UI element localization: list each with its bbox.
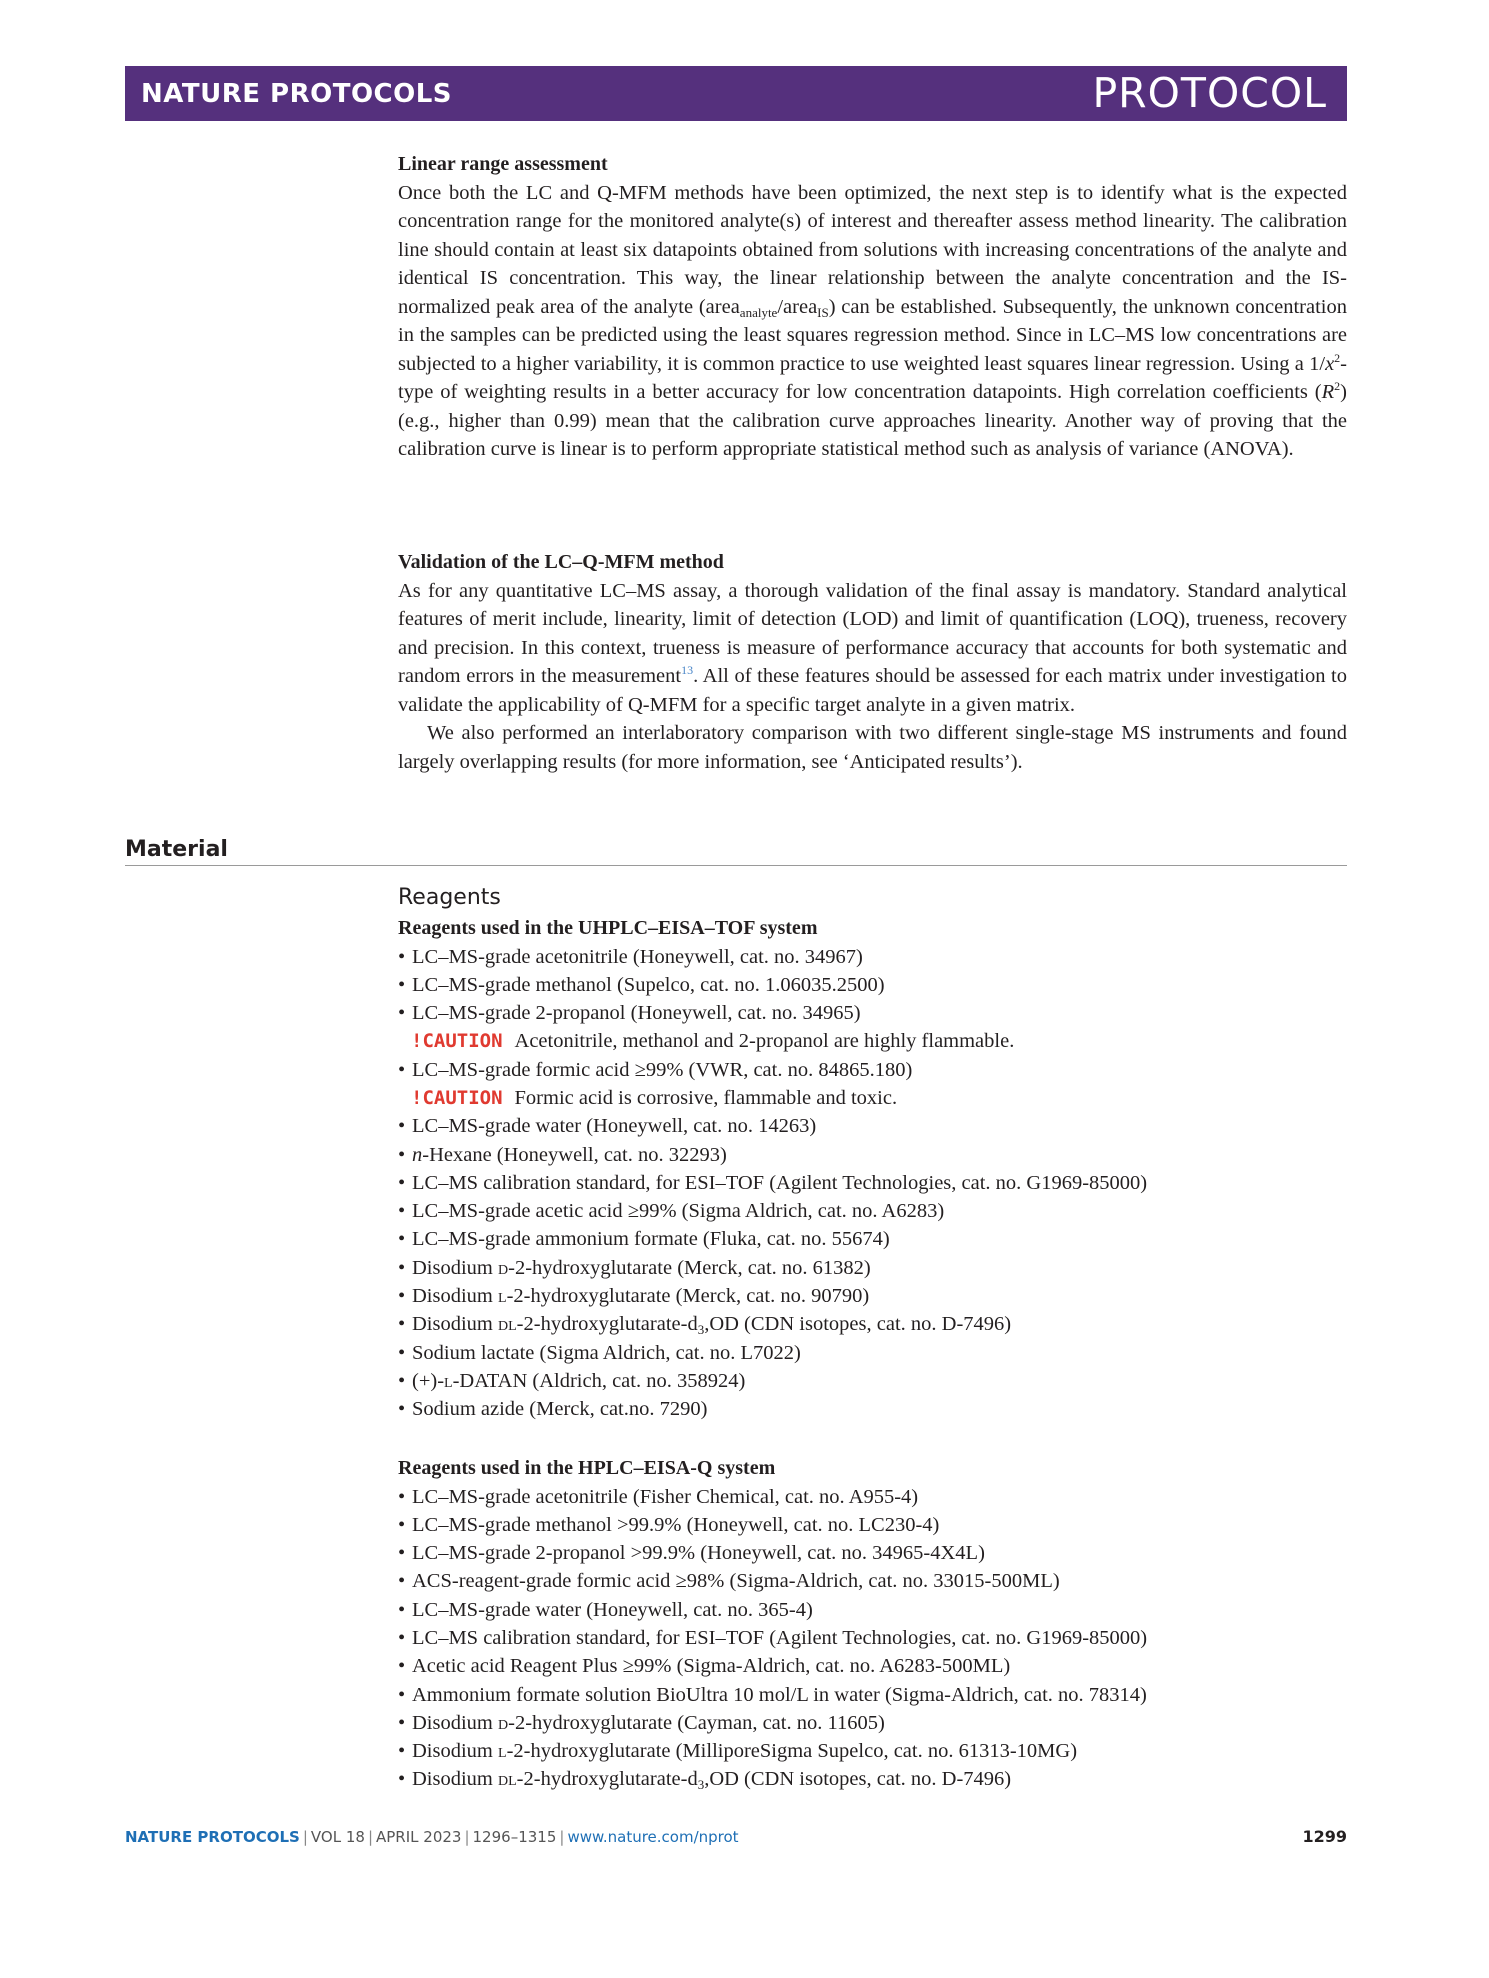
- list-item: • Sodium lactate (Sigma Aldrich, cat. no. L7022): [398, 1339, 1347, 1367]
- list-item: • Disodium d-2-hydroxyglutarate (Cayman, cat. no. 11605): [398, 1709, 1347, 1737]
- hplc-reagents-heading: Reagents used in the HPLC–EISA-Q system: [398, 1457, 776, 1479]
- list-item: • ACS-reagent-grade formic acid ≥98% (Sigma-Aldrich, cat. no. 33015-500ML): [398, 1567, 1347, 1595]
- list-item: • LC–MS-grade acetonitrile (Fisher Chemical, cat. no. A955-4): [398, 1483, 1347, 1511]
- uhplc-reagents-heading: Reagents used in the UHPLC–EISA–TOF system: [398, 917, 818, 939]
- list-item: • LC–MS-grade 2-propanol (Honeywell, cat. no. 34965): [398, 999, 1347, 1027]
- validation-section: [398, 548, 1347, 776]
- list-item: • Disodium l-2-hydroxyglutarate (MilliporeSigma Supelco, cat. no. 61313-10MG): [398, 1737, 1347, 1765]
- section-heading-validation: Validation of the LC–Q-MFM method: [398, 551, 724, 573]
- journal-header-bar: [125, 66, 1347, 121]
- footer-pages: 1296–1315: [472, 1828, 557, 1846]
- list-item: • Acetic acid Reagent Plus ≥99% (Sigma-Aldrich, cat. no. A6283-500ML): [398, 1652, 1347, 1680]
- article-type: PROTOCOL: [1092, 69, 1327, 117]
- caution-note: !CAUTION Acetonitrile, methanol and 2-propanol are highly flammable.: [411, 1030, 1015, 1053]
- section-divider: [125, 865, 1347, 866]
- list-item: • LC–MS-grade 2-propanol >99.9% (Honeywell, cat. no. 34965-4X4L): [398, 1539, 1347, 1567]
- list-item: • Disodium $dl-2-hydroxyglutarate-d_3,OD$ (CDN isotopes, cat. no. D-7496): [398, 1765, 1347, 1793]
- page-number: 1299: [1302, 1827, 1347, 1846]
- caution-label: !CAUTION: [411, 1086, 503, 1109]
- list-item: • n-Hexane (Honeywell, cat. no. 32293): [398, 1141, 1347, 1169]
- uhplc-reagents-section: [398, 914, 1347, 1424]
- footer-date: APRIL 2023: [376, 1828, 462, 1846]
- footer-url-link[interactable]: www.nature.com/nprot: [567, 1828, 739, 1846]
- reference-link[interactable]: 13: [681, 663, 694, 677]
- hplc-reagents-list: [398, 1483, 1347, 1794]
- list-item: • Disodium $dl-2-hydroxyglutarate-d_3,OD$ (CDN isotopes, cat. no. D-7496): [398, 1310, 1347, 1338]
- list-item: • LC–MS-grade acetonitrile (Honeywell, cat. no. 34967): [398, 943, 1347, 971]
- material-section-label: Material: [125, 837, 228, 862]
- list-item: • LC–MS-grade acetic acid ≥99% (Sigma Aldrich, cat. no. A6283): [398, 1197, 1347, 1225]
- list-item: • LC–MS-grade water (Honeywell, cat. no. 14263): [398, 1112, 1347, 1140]
- uhplc-reagents-list: [398, 943, 1347, 1424]
- caution-label: !CAUTION: [411, 1030, 503, 1053]
- list-item: • LC–MS-grade ammonium formate (Fluka, cat. no. 55674): [398, 1225, 1347, 1253]
- list-item: • LC–MS-grade water (Honeywell, cat. no. 365-4): [398, 1596, 1347, 1624]
- journal-name: NATURE PROTOCOLS: [141, 79, 453, 109]
- list-item: • Ammonium formate solution BioUltra 10 mol/L in water (Sigma-Aldrich, cat. no. 78314): [398, 1681, 1347, 1709]
- list-item: • Sodium azide (Merck, cat.no. 7290): [398, 1395, 1347, 1423]
- validation-paragraph-2: We also performed an interlaboratory comparison with two different single-stage MS instruments and found largely overlapping results (for more information, see ‘Anticipated results’).: [398, 722, 1347, 773]
- footer-journal: NATURE PROTOCOLS: [125, 1828, 300, 1846]
- list-item: • Disodium d-2-hydroxyglutarate (Merck, cat. no. 61382): [398, 1254, 1347, 1282]
- list-item: • LC–MS-grade methanol (Supelco, cat. no. 1.06035.2500): [398, 971, 1347, 999]
- hplc-reagents-section: [398, 1454, 1347, 1794]
- list-item: • Disodium l-2-hydroxyglutarate (Merck, cat. no. 90790): [398, 1282, 1347, 1310]
- linear-range-paragraph: Once both the LC and Q-MFM methods have been optimized, the next step is to identify what is the expected concentration range for the monitored analyte(s) of interest and thereafter assess method linearity. The calibration line should contain at least six datapoints obtained from solutions with increasing concentrations of the analyte and identical IS concentration. This way, the linear relationship between the analyte concentration and the IS-normalized peak area of the analyte (area$_{analyte}$/area$_{IS}$) can be established. Subsequently, the unknown concentration in the samples can be predicted using the least squares regression method. Since in LC–MS low concentrations are subjected to a higher variability, it is common practice to use weighted least squares linear regression. Using a $1/x^2$-type of weighting results in a better accuracy for low concentration datapoints. High correlation coefficients $(R^2)$ (e.g., higher than 0.99) mean that the calibration curve approaches linearity. Another way of proving that the calibration curve is linear is to perform appropriate statistical method such as analysis of variance (ANOVA).: [398, 181, 1347, 460]
- list-item: • (+)-l-DATAN (Aldrich, cat. no. 358924): [398, 1367, 1347, 1395]
- section-heading-linear-range: Linear range assessment: [398, 153, 608, 175]
- list-item: • LC–MS calibration standard, for ESI–TOF (Agilent Technologies, cat. no. G1969-85000): [398, 1624, 1347, 1652]
- list-item: • LC–MS calibration standard, for ESI–TOF (Agilent Technologies, cat. no. G1969-85000): [398, 1169, 1347, 1197]
- linear-range-section: [398, 150, 1347, 464]
- validation-paragraph: As for any quantitative LC–MS assay, a thorough validation of the final assay is mandatory. Standard analytical features of merit include, linearity, limit of detection (LOD) and limit of quantification (LOQ), trueness, recovery and precision. In this context, trueness is measure of performance accuracy that accounts for both systematic and random errors in the measurement$^{13}$. All of these features should be assessed for each matrix under investigation to validate the applicability of Q-MFM for a specific target analyte in a given matrix.: [398, 579, 1347, 716]
- reagents-title: Reagents: [398, 885, 501, 910]
- caution-note: !CAUTION Formic acid is corrosive, flammable and toxic.: [411, 1086, 898, 1109]
- footer-volume: VOL 18: [310, 1828, 365, 1846]
- list-item: • LC–MS-grade formic acid ≥99% (VWR, cat. no. 84865.180): [398, 1056, 1347, 1084]
- page-footer: NATURE PROTOCOLS | VOL 18 | APRIL 2023 | 1296–1315 | www.nature.com/nprot 1299: [125, 1827, 1347, 1846]
- list-item: • LC–MS-grade methanol >99.9% (Honeywell, cat. no. LC230-4): [398, 1511, 1347, 1539]
